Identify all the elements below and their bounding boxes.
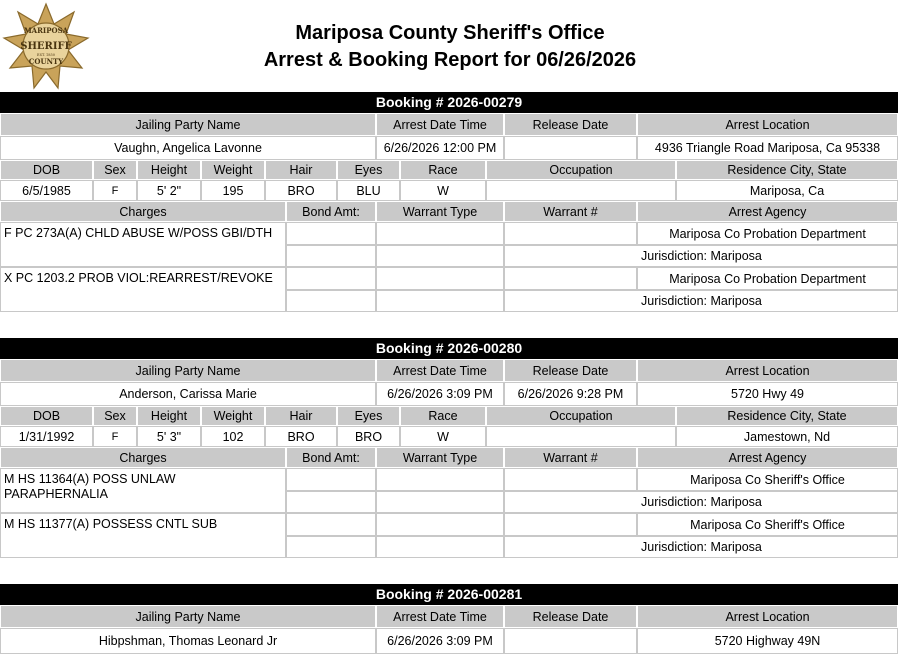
bond-amt-value (286, 222, 376, 245)
sex-value: F (93, 180, 137, 201)
jurisdiction: Jurisdiction: Mariposa (504, 245, 898, 267)
bond-amt-blank (286, 245, 376, 267)
residence-value: Jamestown, Nd (676, 426, 898, 447)
height-value: 5' 3" (137, 426, 201, 447)
col-race: Race (400, 160, 486, 180)
charge-text: F PC 273A(A) CHLD ABUSE W/POSS GBI/DTH (0, 222, 286, 267)
col-arrest-agency: Arrest Agency (637, 201, 898, 222)
col-hair: Hair (265, 160, 337, 180)
eyes-value: BLU (337, 180, 400, 201)
col-sex: Sex (93, 406, 137, 426)
col-bond-amt: Bond Amt: (286, 447, 376, 468)
col-arrest-date-time: Arrest Date Time (376, 113, 504, 136)
col-jailing-party-name: Jailing Party Name (0, 113, 376, 136)
title-report-date: Arrest & Booking Report for 06/26/2026 (263, 49, 637, 71)
col-arrest-date-time: Arrest Date Time (376, 359, 504, 382)
arrest-agency-value: Mariposa Co Probation Department (637, 267, 898, 290)
col-residence: Residence City, State (676, 160, 898, 180)
booking-block-1 (0, 92, 898, 312)
col-occupation: Occupation (486, 160, 676, 180)
height-value: 5' 2" (137, 180, 201, 201)
col-height: Height (137, 160, 201, 180)
warrant-no-value (504, 513, 637, 536)
bond-amt-blank (286, 536, 376, 558)
jurisdiction: Jurisdiction: Mariposa (504, 290, 898, 312)
race-value: W (400, 180, 486, 201)
race-value: W (400, 426, 486, 447)
col-arrest-agency: Arrest Agency (637, 447, 898, 468)
svg-text:MARIPOSA: MARIPOSA (23, 26, 69, 35)
col-release-date: Release Date (504, 113, 637, 136)
jailing-party-name: Anderson, Carissa Marie (0, 382, 376, 406)
release-date: 6/26/2026 9:28 PM (504, 382, 637, 406)
jurisdiction: Jurisdiction: Mariposa (504, 536, 898, 558)
hair-value: BRO (265, 426, 337, 447)
col-height: Height (137, 406, 201, 426)
arrest-date-time: 6/26/2026 3:09 PM (376, 628, 504, 654)
booking-title: Booking # 2026-00280 (0, 338, 898, 359)
col-warrant-no: Warrant # (504, 201, 637, 222)
svg-text:COUNTY: COUNTY (28, 57, 64, 66)
jailing-party-name: Vaughn, Angelica Lavonne (0, 136, 376, 160)
jurisdiction: Jurisdiction: Mariposa (504, 491, 898, 513)
arrest-date-time: 6/26/2026 12:00 PM (376, 136, 504, 160)
col-warrant-type: Warrant Type (376, 201, 504, 222)
booking-title: Booking # 2026-00281 (0, 584, 898, 605)
report-header (0, 0, 900, 92)
weight-value: 195 (201, 180, 265, 201)
booking-block-2 (0, 338, 898, 558)
col-bond-amt: Bond Amt: (286, 201, 376, 222)
charge-text: M HS 11364(A) POSS UNLAW PARAPHERNALIA (0, 468, 286, 513)
col-eyes: Eyes (337, 406, 400, 426)
title-agency: Mariposa County Sheriff's Office (295, 22, 605, 44)
arrest-location: 5720 Highway 49N (637, 628, 898, 654)
bond-amt-value (286, 513, 376, 536)
hair-value: BRO (265, 180, 337, 201)
warrant-type-value (376, 468, 504, 491)
warrant-type-value (376, 222, 504, 245)
arrest-agency-value: Mariposa Co Probation Department (637, 222, 898, 245)
warrant-no-value (504, 222, 637, 245)
col-sex: Sex (93, 160, 137, 180)
col-weight: Weight (201, 160, 265, 180)
booking-block-3 (0, 584, 898, 654)
release-date (504, 136, 637, 160)
col-dob: DOB (0, 406, 93, 426)
sex-value: F (93, 426, 137, 447)
arrest-agency-value: Mariposa Co Sheriff's Office (637, 468, 898, 491)
warrant-no-value (504, 468, 637, 491)
col-release-date: Release Date (504, 359, 637, 382)
col-residence: Residence City, State (676, 406, 898, 426)
arrest-location: 4936 Triangle Road Mariposa, Ca 95338 (637, 136, 898, 160)
arrest-location: 5720 Hwy 49 (637, 382, 898, 406)
col-charges: Charges (0, 201, 286, 222)
residence-value: Mariposa, Ca (676, 180, 898, 201)
jailing-party-name: Hibpshman, Thomas Leonard Jr (0, 628, 376, 654)
col-jailing-party-name: Jailing Party Name (0, 359, 376, 382)
col-eyes: Eyes (337, 160, 400, 180)
col-arrest-location: Arrest Location (637, 605, 898, 628)
dob-value: 6/5/1985 (0, 180, 93, 201)
col-occupation: Occupation (486, 406, 676, 426)
occupation-value (486, 180, 676, 201)
col-warrant-type: Warrant Type (376, 447, 504, 468)
report-title (0, 20, 900, 74)
charge-text: X PC 1203.2 PROB VIOL:REARREST/REVOKE (0, 267, 286, 312)
charge-row (0, 468, 898, 513)
warrant-type-blank (376, 290, 504, 312)
col-arrest-location: Arrest Location (637, 113, 898, 136)
bond-amt-value (286, 267, 376, 290)
warrant-no-value (504, 267, 637, 290)
col-release-date: Release Date (504, 605, 637, 628)
col-jailing-party-name: Jailing Party Name (0, 605, 376, 628)
col-dob: DOB (0, 160, 93, 180)
bond-amt-value (286, 468, 376, 491)
eyes-value: BRO (337, 426, 400, 447)
bond-amt-blank (286, 290, 376, 312)
charge-row (0, 222, 898, 267)
col-arrest-location: Arrest Location (637, 359, 898, 382)
warrant-type-blank (376, 536, 504, 558)
col-arrest-date-time: Arrest Date Time (376, 605, 504, 628)
bond-amt-blank (286, 491, 376, 513)
warrant-type-value (376, 513, 504, 536)
warrant-type-value (376, 267, 504, 290)
col-warrant-no: Warrant # (504, 447, 637, 468)
arrest-agency-value: Mariposa Co Sheriff's Office (637, 513, 898, 536)
occupation-value (486, 426, 676, 447)
svg-text:SHERIFF: SHERIFF (20, 41, 72, 52)
col-charges: Charges (0, 447, 286, 468)
weight-value: 102 (201, 426, 265, 447)
col-hair: Hair (265, 406, 337, 426)
dob-value: 1/31/1992 (0, 426, 93, 447)
charge-text: M HS 11377(A) POSSESS CNTL SUB (0, 513, 286, 558)
warrant-type-blank (376, 245, 504, 267)
col-race: Race (400, 406, 486, 426)
release-date (504, 628, 637, 654)
charge-row (0, 513, 898, 558)
col-weight: Weight (201, 406, 265, 426)
booking-title: Booking # 2026-00279 (0, 92, 898, 113)
charge-row (0, 267, 898, 312)
warrant-type-blank (376, 491, 504, 513)
svg-text:EST. 1850: EST. 1850 (37, 53, 55, 57)
arrest-date-time: 6/26/2026 3:09 PM (376, 382, 504, 406)
